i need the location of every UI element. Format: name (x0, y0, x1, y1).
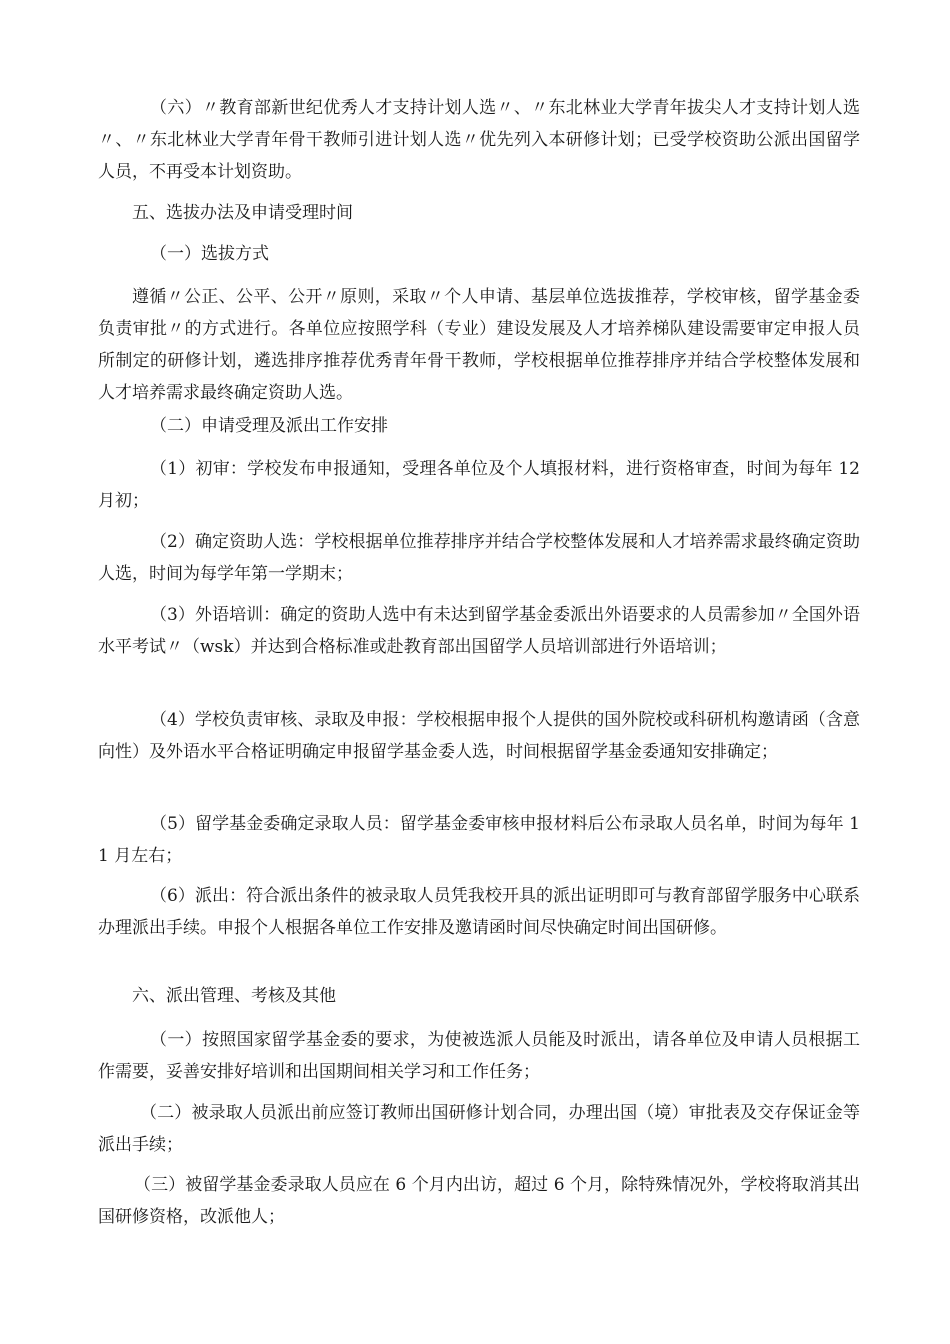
section-heading-management: 六、派出管理、考核及其他 (132, 986, 336, 1006)
subheading-application-arrangement: （二）申请受理及派出工作安排 (150, 416, 388, 436)
paragraph-step-2: （2）确定资助人选：学校根据单位推荐排序并结合学校整体发展和人才培养需求最终确定资助人选，时间为每学年第一学期末； (98, 532, 860, 584)
paragraph-management-1: （一）按照国家留学基金委的要求，为使被选派人员能及时派出，请各单位及申请人员根据工作需要，妥善安排好培训和出国期间相关学习和工作任务； (98, 1030, 860, 1082)
paragraph-selection-principles: 遵循〃公正、公平、公开〃原则，采取〃个人申请、基层单位选拔推荐，学校审核，留学基金委负责审批〃的方式进行。各单位应按照学科（专业）建设发展及人才培养梯队建设需要审定申报人员所制定的研修计划，遴选排序推荐优秀青年骨干教师，学校根据单位推荐排序并结合学校整体发展和人才培养需求最终确定资助人选。 (98, 287, 860, 403)
paragraph-management-2: （二）被录取人员派出前应签订教师出国研修计划合同，办理出国（境）审批表及交存保证金等派出手续； (98, 1103, 860, 1155)
subheading-selection-method: （一）选拔方式 (150, 244, 269, 264)
paragraph-step-3: （3）外语培训：确定的资助人选中有未达到留学基金委派出外语要求的人员需参加〃全国外语水平考试〃（wsk）并达到合格标准或赴教育部出国留学人员培训部进行外语培训； (98, 605, 860, 657)
paragraph-step-4: （4）学校负责审核、录取及申报：学校根据申报个人提供的国外院校或科研机构邀请函（含意向性）及外语水平合格证明确定申报留学基金委人选，时间根据留学基金委通知安排确定； (98, 710, 860, 762)
paragraph-step-5: （5）留学基金委确定录取人员：留学基金委审核申报材料后公布录取人员名单，时间为每年 11 月左右； (98, 814, 860, 866)
section-heading-selection: 五、选拔办法及申请受理时间 (132, 203, 353, 223)
paragraph-management-3: （三）被留学基金委录取人员应在 6 个月内出访，超过 6 个月，除特殊情况外，学校将取消其出国研修资格，改派他人； (98, 1175, 860, 1227)
paragraph-step-6: （6）派出：符合派出条件的被录取人员凭我校开具的派出证明即可与教育部留学服务中心联系办理派出手续。申报个人根据各单位工作安排及邀请函时间尽快确定时间出国研修。 (98, 886, 860, 938)
paragraph-priority-programs: （六）〃教育部新世纪优秀人才支持计划人选〃、〃东北林业大学青年拔尖人才支持计划人选〃、〃东北林业大学青年骨干教师引进计划人选〃优先列入本研修计划；已受学校资助公派出国留学人员，不再受本计划资助。 (98, 98, 860, 182)
paragraph-step-1: （1）初审：学校发布申报通知，受理各单位及个人填报材料，进行资格审查，时间为每年 12 月初； (98, 459, 860, 511)
